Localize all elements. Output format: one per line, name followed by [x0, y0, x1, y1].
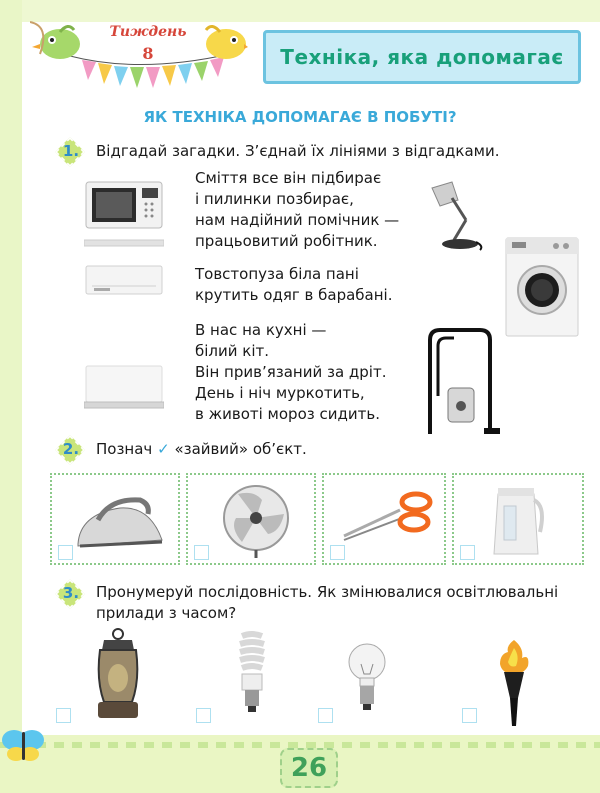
riddle-3-line: в животі мороз сидить.	[195, 405, 380, 423]
riddle-3	[195, 320, 386, 425]
task-3-number: 3.	[62, 584, 80, 602]
sequence-box-lantern[interactable]	[56, 708, 71, 723]
riddle-1	[195, 168, 399, 252]
riddle-2-line: крутить одяг в барабані.	[195, 286, 393, 304]
task-3-line-2: прилади з часом?	[96, 604, 237, 622]
odd-item-checkbox-fan[interactable]	[194, 545, 209, 560]
riddle-3-line: Він прив’язаний за дріт.	[195, 363, 387, 381]
energy-saving-bulb-icon	[232, 630, 272, 716]
riddle-1-line: нам надійний помічник —	[195, 211, 400, 229]
riddle-2	[195, 264, 392, 306]
vacuum-cleaner-icon[interactable]	[424, 326, 500, 438]
task-1-number: 1.	[62, 142, 80, 160]
printer-icon[interactable]	[84, 262, 164, 298]
fan-icon	[214, 480, 298, 562]
week-number: 8	[142, 44, 154, 63]
task-3-line-1: Пронумеруй послідовність. Як змінювалися освітлювальні	[96, 583, 559, 601]
task-2-number: 2.	[62, 440, 80, 458]
washing-machine-icon[interactable]	[504, 236, 580, 340]
microwave-icon[interactable]	[84, 178, 164, 250]
task-1-instruction: Відгадай загадки. З’єднай їх лініями з відгадками.	[96, 142, 500, 160]
section-subtitle: ЯК ТЕХНІКА ДОПОМАГАЄ В ПОБУТІ?	[143, 108, 457, 126]
task-2-badge	[52, 436, 90, 464]
task-2-instruction	[96, 440, 307, 458]
desk-lamp-icon[interactable]	[430, 180, 488, 252]
odd-item-checkbox-iron[interactable]	[58, 545, 73, 560]
title-box	[263, 30, 581, 84]
iron-icon	[70, 484, 170, 556]
checkmark-icon: ✓	[157, 440, 170, 458]
task-2-text-before: Познач	[96, 440, 153, 458]
task-2-text-after: «зайвий» об’єкт.	[174, 440, 307, 458]
riddle-2-line: Товстопуза біла пані	[195, 265, 359, 283]
riddle-3-line: День і ніч муркотить,	[195, 384, 365, 402]
task-3-instruction	[96, 582, 586, 624]
riddle-1-line: Сміття все він підбирає	[195, 169, 382, 187]
riddle-1-line: працьовитий робітник.	[195, 232, 378, 250]
page-number-box	[280, 748, 338, 788]
sequence-box-bulb[interactable]	[318, 708, 333, 723]
sequence-box-energy-bulb[interactable]	[196, 708, 211, 723]
page-number: 26	[290, 753, 328, 783]
odd-item-checkbox-kettle[interactable]	[460, 545, 475, 560]
fridge-icon[interactable]	[84, 362, 164, 412]
scissors-icon	[340, 488, 436, 544]
riddle-3-line: В нас на кухні —	[195, 321, 327, 339]
page-title: Техніка, яка допомагає	[280, 45, 564, 69]
riddle-3-line: білий кіт.	[195, 342, 270, 360]
butterfly-icon	[0, 724, 48, 764]
task-1-badge	[52, 138, 90, 166]
incandescent-bulb-icon	[346, 640, 388, 716]
week-label: Тиждень	[109, 24, 187, 40]
kettle-icon	[490, 482, 548, 560]
sequence-box-torch[interactable]	[462, 708, 477, 723]
torch-icon	[494, 638, 534, 728]
riddle-1-line: і пилинки позбирає,	[195, 190, 354, 208]
odd-item-checkbox-scissors[interactable]	[330, 545, 345, 560]
task-3-badge	[52, 580, 90, 608]
oil-lantern-icon	[90, 628, 146, 724]
